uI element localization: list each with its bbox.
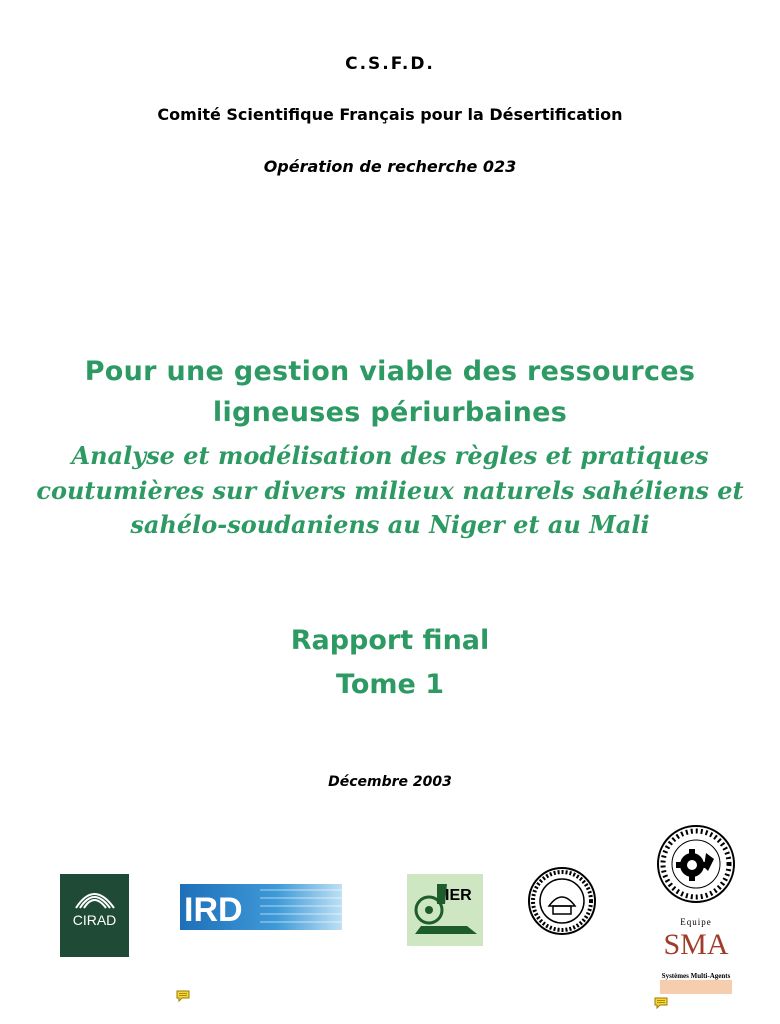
cirad-label: CIRAD <box>72 912 117 928</box>
ier-label: IER <box>445 887 472 904</box>
org-acronym: C.S.F.D. <box>345 54 435 74</box>
university-seal-logo <box>527 866 597 936</box>
report-type: Rapport final <box>290 625 490 656</box>
comment-icon[interactable] <box>176 990 190 1002</box>
ird-logo <box>180 884 342 930</box>
document-subtitle-line-3: sahélo-soudaniens au Niger et au Mali <box>130 510 650 539</box>
sma-logo: SMA <box>663 928 729 961</box>
ird-label: IRD <box>184 891 243 929</box>
publication-date: Décembre 2003 <box>328 774 452 790</box>
comment-icon[interactable] <box>654 997 668 1009</box>
gear-seal-logo <box>654 823 738 905</box>
operation-label: Opération de recherche 023 <box>263 157 517 176</box>
sma-team-label: Equipe <box>680 917 712 927</box>
org-name: Comité Scientifique Français pour la Désertification <box>157 105 623 124</box>
document-subtitle-line-2: coutumières sur divers milieux naturels sahéliens et <box>36 476 744 505</box>
sma-decoration <box>660 980 732 994</box>
document-title-line-1: Pour une gestion viable des ressources <box>84 356 696 387</box>
cirad-logo <box>60 874 129 957</box>
sma-subtitle: Systèmes Multi-Agents <box>661 972 731 980</box>
document-title-line-2: ligneuses périurbaines <box>212 397 568 428</box>
report-volume: Tome 1 <box>335 669 444 700</box>
ier-logo <box>407 874 483 946</box>
document-subtitle-line-1: Analyse et modélisation des règles et pratiques <box>71 441 709 470</box>
